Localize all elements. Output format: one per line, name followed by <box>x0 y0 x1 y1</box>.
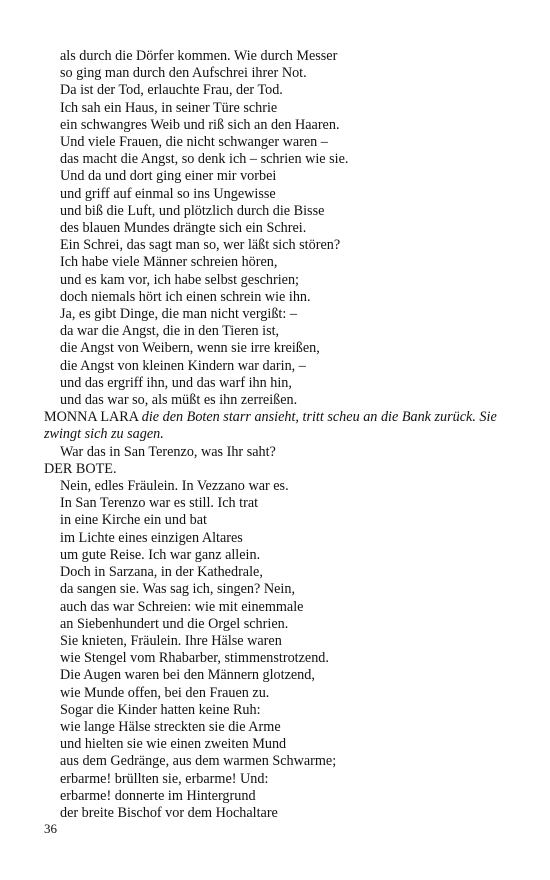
verse-block-1 <box>44 48 514 409</box>
verse-line: die Angst von kleinen Kindern war darin, – <box>60 357 306 374</box>
verse-line: Ich sah ein Haus, in seiner Türe schrie <box>60 99 278 116</box>
verse-line: Sogar die Kinder hatten keine Ruh: <box>60 701 261 718</box>
verse-line: aus dem Gedränge, aus dem warmen Schwarme; <box>60 753 337 770</box>
verse-line: da sangen sie. Was sag ich, singen? Nein, <box>60 581 295 598</box>
verse-line: als durch die Dörfer kommen. Wie durch Messer <box>60 48 338 64</box>
page-number: 36 <box>44 821 57 836</box>
speaker-name: DER BOTE. <box>44 460 117 477</box>
verse-line: Da ist der Tod, erlauchte Frau, der Tod. <box>60 82 283 99</box>
verse-line: das macht die Angst, so denk ich – schrien wie sie. <box>60 151 349 168</box>
verse-line: erbarme! donnerte im Hintergrund <box>60 787 256 804</box>
verse-line: Und viele Frauen, die nicht schwanger waren – <box>60 134 328 151</box>
verse-line: und das ergriff ihn, und das warf ihn hin, <box>60 374 292 391</box>
stage-direction-text: die den Boten starr ansieht, tritt scheu an die Bank zurück. Sie zwingt sich zu sagen. <box>44 409 497 443</box>
verse-line: auch das war Schreien: wie mit einemmale <box>60 598 304 615</box>
verse-line: doch niemals hört ich einen schrein wie ihn. <box>60 288 311 305</box>
verse-line: wie Stengel vom Rhabarber, stimmenstrotzend. <box>60 650 329 667</box>
verse-line: War das in San Terenzo, was Ihr saht? <box>60 443 276 460</box>
speaker-name: MONNA LARA <box>44 409 139 426</box>
verse-line: des blauen Mundes drängte sich ein Schrei. <box>60 220 307 237</box>
verse-line: Sie knieten, Fräulein. Ihre Hälse waren <box>60 632 282 649</box>
verse-line: und es kam vor, ich habe selbst geschrien; <box>60 271 299 288</box>
verse-line: um gute Reise. Ich war ganz allein. <box>60 546 261 563</box>
verse-line: Die Augen waren bei den Männern glotzend, <box>60 667 315 684</box>
verse-line: im Lichte eines einzigen Altares <box>60 529 243 546</box>
verse-line: Ein Schrei, das sagt man so, wer läßt sich stören? <box>60 237 341 254</box>
stage-direction <box>44 409 514 443</box>
verse-line: wie lange Hälse streckten sie die Arme <box>60 718 281 735</box>
text-block <box>44 48 514 822</box>
verse-line: an Siebenhundert und die Orgel schrien. <box>60 615 289 632</box>
verse-line: Und da und dort ging einer mir vorbei <box>60 168 277 185</box>
verse-line: und hielten sie wie einen zweiten Mund <box>60 736 287 753</box>
verse-line: In San Terenzo war es still. Ich trat <box>60 495 259 512</box>
verse-line: Ja, es gibt Dinge, die man nicht vergißt: – <box>60 306 297 323</box>
verse-block-2 <box>44 478 514 822</box>
verse-line: ein schwangres Weib und riß sich an den Haaren. <box>60 116 340 133</box>
verse-line: die Angst von Weibern, wenn sie irre kreißen, <box>60 340 320 357</box>
verse-line: der breite Bischof vor dem Hochaltare <box>60 804 278 821</box>
verse-line: Nein, edles Fräulein. In Vezzano war es. <box>60 478 289 495</box>
verse-line: und griff auf einmal so ins Ungewisse <box>60 185 276 202</box>
verse-line: da war die Angst, die in den Tieren ist, <box>60 323 280 340</box>
verse-line: Ich habe viele Männer schreien hören, <box>60 254 278 271</box>
verse-line: in eine Kirche ein und bat <box>60 512 207 529</box>
verse-line: Doch in Sarzana, in der Kathedrale, <box>60 564 263 581</box>
verse-line: so ging man durch den Aufschrei ihrer Not. <box>60 65 307 82</box>
verse-line: wie Munde offen, bei den Frauen zu. <box>60 684 270 701</box>
verse-line: erbarme! brüllten sie, erbarme! Und: <box>60 770 269 787</box>
verse-line: und biß die Luft, und plötzlich durch die Bisse <box>60 202 325 219</box>
verse-line: und das war so, als müßt es ihn zerreißen. <box>60 392 298 409</box>
